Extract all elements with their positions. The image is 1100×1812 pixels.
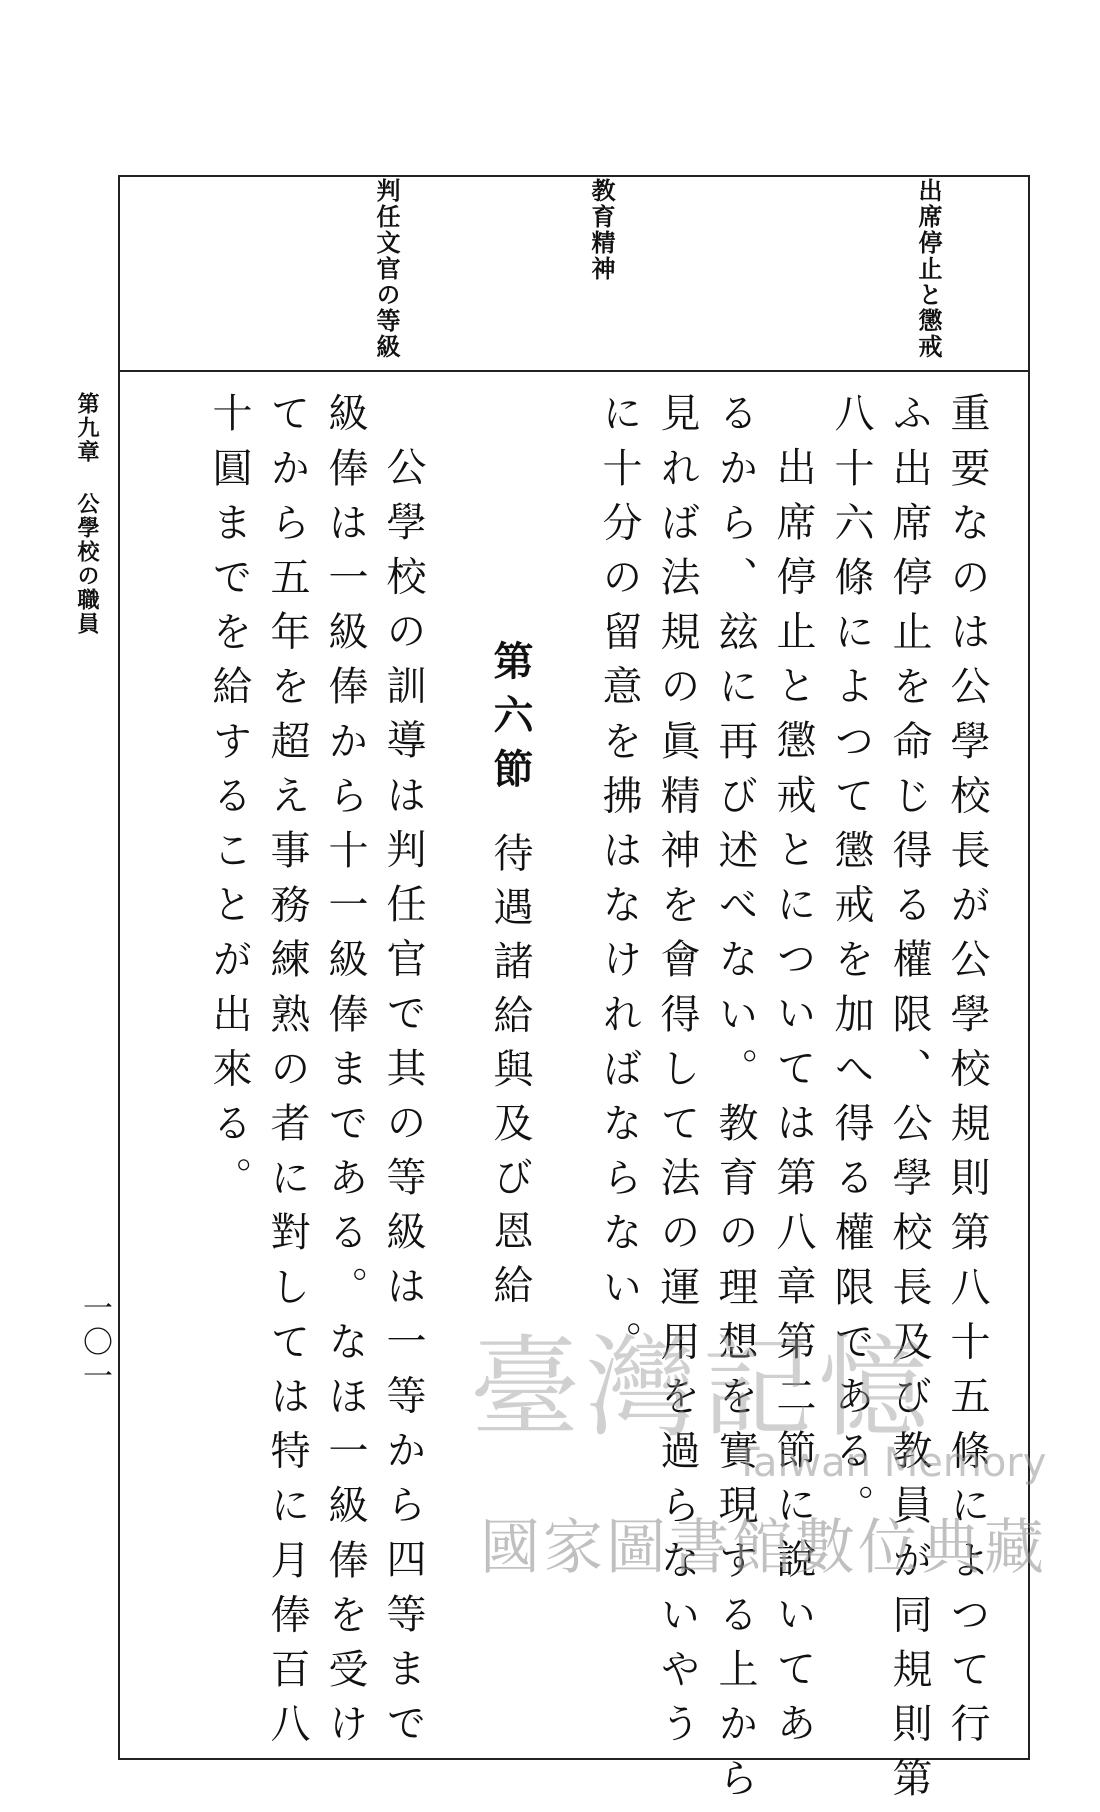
- section-number: 第六節: [487, 640, 534, 802]
- section-heading: [482, 640, 539, 802]
- body-column-11: 十圓までを給することが出來る。: [206, 392, 252, 1211]
- body-column-5: るから、玆に再び述べない。教育の理想を實現する上から: [712, 392, 758, 1812]
- body-column-7: に十分の留意を拂はなければならない。: [596, 392, 642, 1375]
- body-column-6: 見れば法規の眞精神を會得して法の運用を過らないやう: [654, 392, 700, 1757]
- body-column-3: 八十六條によつて懲戒を加へ得る權限である。: [828, 392, 874, 1539]
- body-column-1: 重要なのは公學校長が公學校規則第八十五條によつて行: [944, 392, 990, 1757]
- body-column-2: ふ出席停止を命じ得る權限、公學校長及び教員が同規則第: [886, 392, 932, 1812]
- watermark-script: 臺灣記憶: [470, 1324, 934, 1452]
- margin-note-attendance: 出席停止と懲戒: [914, 178, 943, 360]
- margin-divider: [118, 370, 1030, 372]
- section-title: 待遇諸給與及び恩給: [487, 832, 533, 1318]
- body-column-8: 公學校の訓導は判任官で其の等級は一等から四等まで: [380, 446, 426, 1757]
- margin-note-education-spirit: 教育精神: [587, 178, 616, 282]
- page-number: 一〇一: [77, 1292, 112, 1394]
- body-column-10: てから五年を超え事務練熟の者に對しては特に月俸百八: [264, 392, 310, 1757]
- body-column-4: 出席停止と懲戒とについては第八章第二節に說いてあ: [770, 446, 816, 1757]
- watermark-org: 國家圖書館數位典藏: [480, 1513, 1047, 1583]
- body-column-9: 級俸は一級俸から十一級俸まである。なほ一級俸を受け: [322, 392, 368, 1757]
- margin-note-civil-grade: 判任文官の等級: [372, 178, 401, 360]
- watermark-latin: Taiwan Memory: [735, 1440, 1047, 1486]
- running-header: 第九章 公學校の職員: [74, 392, 100, 636]
